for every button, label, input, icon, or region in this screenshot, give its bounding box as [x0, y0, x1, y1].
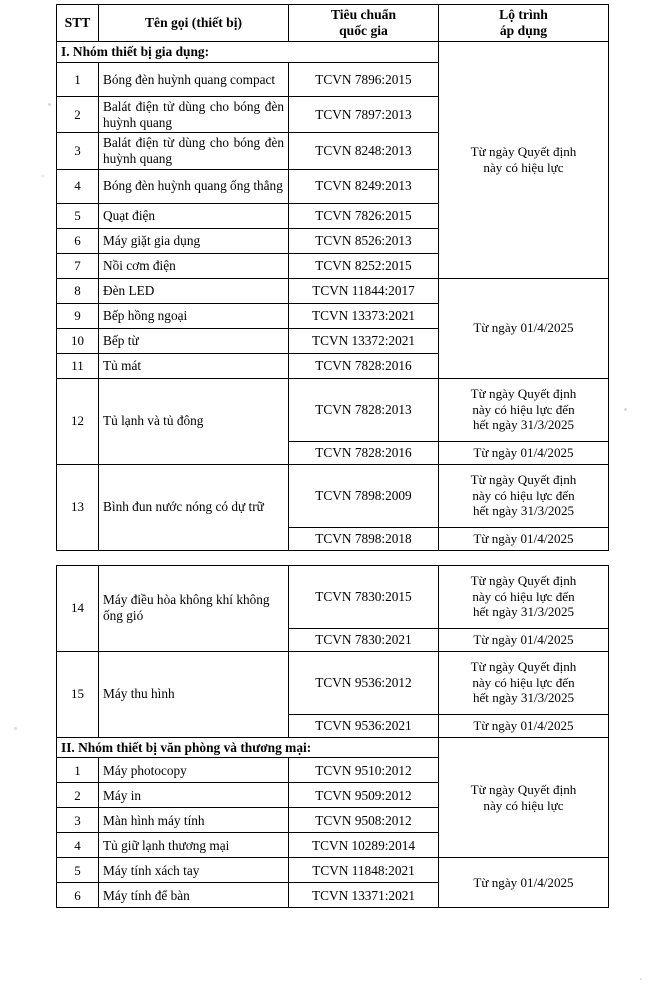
scan-artifact: [48, 103, 51, 106]
row-standard: TCVN 7826:2015: [289, 203, 439, 228]
row-name: Máy tính để bàn: [99, 883, 289, 908]
roadmap-line-1: Từ ngày Quyết định: [470, 386, 577, 402]
row-standard: TCVN 9509:2012: [289, 783, 439, 808]
roadmap-line-1: Từ ngày Quyết định: [470, 573, 577, 589]
roadmap-line-3: hết ngày 31/3/2025: [472, 503, 575, 519]
row-name: Bếp hồng ngoại: [99, 303, 289, 328]
row-name: Bóng đèn huỳnh quang compact: [99, 62, 289, 96]
row-name: Bóng đèn huỳnh quang ống thẳng: [99, 169, 289, 203]
table-page-gap: [0, 551, 660, 565]
scan-artifact: [42, 175, 44, 177]
table-header-row: [57, 5, 609, 42]
roadmap-line-2: này có hiệu lực đến: [472, 674, 575, 690]
row-stt: 12: [57, 378, 99, 464]
row-name: Tủ mát: [99, 353, 289, 378]
row-stt: 6: [57, 228, 99, 253]
row-stt: 2: [57, 783, 99, 808]
row-standard: TCVN 11848:2021: [289, 858, 439, 883]
roadmap-cell-from-2025: Từ ngày 01/4/2025: [439, 441, 609, 464]
row-name: Đèn LED: [99, 278, 289, 303]
row-name: Quạt điện: [99, 203, 289, 228]
row-standard: TCVN 7896:2015: [289, 62, 439, 96]
row-standard: TCVN 10289:2014: [289, 833, 439, 858]
row-standard-a: TCVN 7828:2013: [289, 378, 439, 441]
roadmap-cell-from-2025: Từ ngày 01/4/2025: [439, 628, 609, 651]
row-stt: 1: [57, 62, 99, 96]
scan-artifact: [14, 727, 17, 730]
column-header-stt: STT: [57, 5, 99, 42]
row-stt: 10: [57, 328, 99, 353]
roadmap-cell-until-2025: [439, 651, 609, 714]
row-standard: TCVN 13373:2021: [289, 303, 439, 328]
column-header-name: Tên gọi (thiết bị): [99, 5, 289, 42]
document-page: [0, 4, 660, 999]
row-standard-b: TCVN 7898:2018: [289, 527, 439, 550]
row-name: Màn hình máy tính: [99, 808, 289, 833]
row-name: Máy in: [99, 783, 289, 808]
column-header-roadmap: [439, 5, 609, 42]
row-name: Máy photocopy: [99, 758, 289, 783]
column-header-roadmap-line2: áp dụng: [499, 23, 548, 39]
row-standard: TCVN 8249:2013: [289, 169, 439, 203]
row-standard: TCVN 13371:2021: [289, 883, 439, 908]
row-name: Bếp từ: [99, 328, 289, 353]
table-body-section-1: [57, 42, 609, 551]
row-standard: TCVN 8248:2013: [289, 133, 439, 169]
row-name: Balát điện từ dùng cho bóng đèn huỳnh quang: [99, 133, 289, 169]
column-header-roadmap-line1: Lộ trình: [499, 7, 548, 22]
column-header-standard: [289, 5, 439, 42]
table-header: [57, 5, 609, 42]
row-stt: 5: [57, 203, 99, 228]
roadmap-line-3: hết ngày 31/3/2025: [472, 417, 575, 433]
row-standard: TCVN 8526:2013: [289, 228, 439, 253]
row-name: Máy điều hòa không khí không ống gió: [99, 565, 289, 651]
row-standard: TCVN 7897:2013: [289, 96, 439, 132]
row-standard: TCVN 9508:2012: [289, 808, 439, 833]
roadmap-line-1: Từ ngày Quyết định: [470, 782, 577, 798]
roadmap-line-3: hết ngày 31/3/2025: [472, 604, 575, 620]
roadmap-cell-from-2025-2: Từ ngày 01/4/2025: [439, 858, 609, 908]
row-standard: TCVN 13372:2021: [289, 328, 439, 353]
table-row: [57, 464, 609, 527]
row-name: Balát điện tử dùng cho bóng đèn huỳnh quang: [99, 96, 289, 132]
roadmap-line-2: này có hiệu lực: [483, 159, 564, 175]
row-standard-a: TCVN 9536:2012: [289, 651, 439, 714]
row-name: Bình đun nước nóng có dự trữ: [99, 464, 289, 550]
row-name: Tủ giữ lạnh thương mại: [99, 833, 289, 858]
scan-artifact: [624, 408, 627, 411]
table-row: [57, 858, 609, 883]
roadmap-line-2: này có hiệu lực đến: [472, 588, 575, 604]
section-heading-row: [57, 737, 609, 758]
row-stt: 1: [57, 758, 99, 783]
roadmap-cell-from-2025: Từ ngày 01/4/2025: [439, 714, 609, 737]
row-standard-b: TCVN 7830:2021: [289, 628, 439, 651]
roadmap-line-2: này có hiệu lực đến: [472, 401, 575, 417]
row-stt: 15: [57, 651, 99, 737]
row-standard: TCVN 9510:2012: [289, 758, 439, 783]
equipment-table-part1: [56, 4, 609, 551]
roadmap-cell-until-2025: [439, 565, 609, 628]
row-name: Tủ lạnh và tủ đông: [99, 378, 289, 464]
section-heading-row: [57, 42, 609, 63]
row-standard-b: TCVN 9536:2021: [289, 714, 439, 737]
table-body-section-1-cont: [57, 565, 609, 908]
row-standard: TCVN 7828:2016: [289, 353, 439, 378]
row-name: Máy tính xách tay: [99, 858, 289, 883]
section-title-2: II. Nhóm thiết bị văn phòng và thương mại:: [57, 737, 439, 758]
row-stt: 8: [57, 278, 99, 303]
row-stt: 2: [57, 96, 99, 132]
table-row: [57, 651, 609, 714]
row-stt: 3: [57, 808, 99, 833]
row-stt: 7: [57, 253, 99, 278]
roadmap-line-1: Từ ngày Quyết định: [470, 659, 577, 675]
table-row: [57, 278, 609, 303]
row-stt: 5: [57, 858, 99, 883]
row-standard-b: TCVN 7828:2016: [289, 441, 439, 464]
roadmap-cell-from-2025-1: Từ ngày 01/4/2025: [439, 278, 609, 378]
column-header-standard-line2: quốc gia: [339, 23, 388, 39]
roadmap-cell-decision-effective-1: [439, 42, 609, 279]
roadmap-cell-until-2025: [439, 464, 609, 527]
table-row: [57, 378, 609, 441]
roadmap-cell-decision-effective-2: [439, 737, 609, 858]
roadmap-line-2: này có hiệu lực: [483, 797, 564, 813]
row-stt: 4: [57, 169, 99, 203]
roadmap-cell-until-2025: [439, 378, 609, 441]
row-stt: 11: [57, 353, 99, 378]
roadmap-line-1: Từ ngày Quyết định: [470, 472, 577, 488]
row-standard: TCVN 11844:2017: [289, 278, 439, 303]
section-title-1: I. Nhóm thiết bị gia dụng:: [57, 42, 439, 63]
row-stt: 6: [57, 883, 99, 908]
row-stt: 14: [57, 565, 99, 651]
row-standard-a: TCVN 7898:2009: [289, 464, 439, 527]
row-name: Máy giặt gia dụng: [99, 228, 289, 253]
row-stt: 4: [57, 833, 99, 858]
equipment-table-part2: [56, 565, 609, 909]
column-header-standard-line1: Tiêu chuẩn: [330, 7, 397, 22]
row-stt: 13: [57, 464, 99, 550]
table-row: [57, 565, 609, 628]
row-stt: 3: [57, 133, 99, 169]
row-standard: TCVN 8252:2015: [289, 253, 439, 278]
roadmap-cell-from-2025: Từ ngày 01/4/2025: [439, 527, 609, 550]
row-name: Nồi cơm điện: [99, 253, 289, 278]
row-stt: 9: [57, 303, 99, 328]
roadmap-line-3: hết ngày 31/3/2025: [472, 690, 575, 706]
scan-artifact: [640, 978, 642, 980]
row-name: Máy thu hình: [99, 651, 289, 737]
roadmap-line-2: này có hiệu lực đến: [472, 487, 575, 503]
row-standard-a: TCVN 7830:2015: [289, 565, 439, 628]
roadmap-line-1: Từ ngày Quyết định: [470, 144, 577, 160]
